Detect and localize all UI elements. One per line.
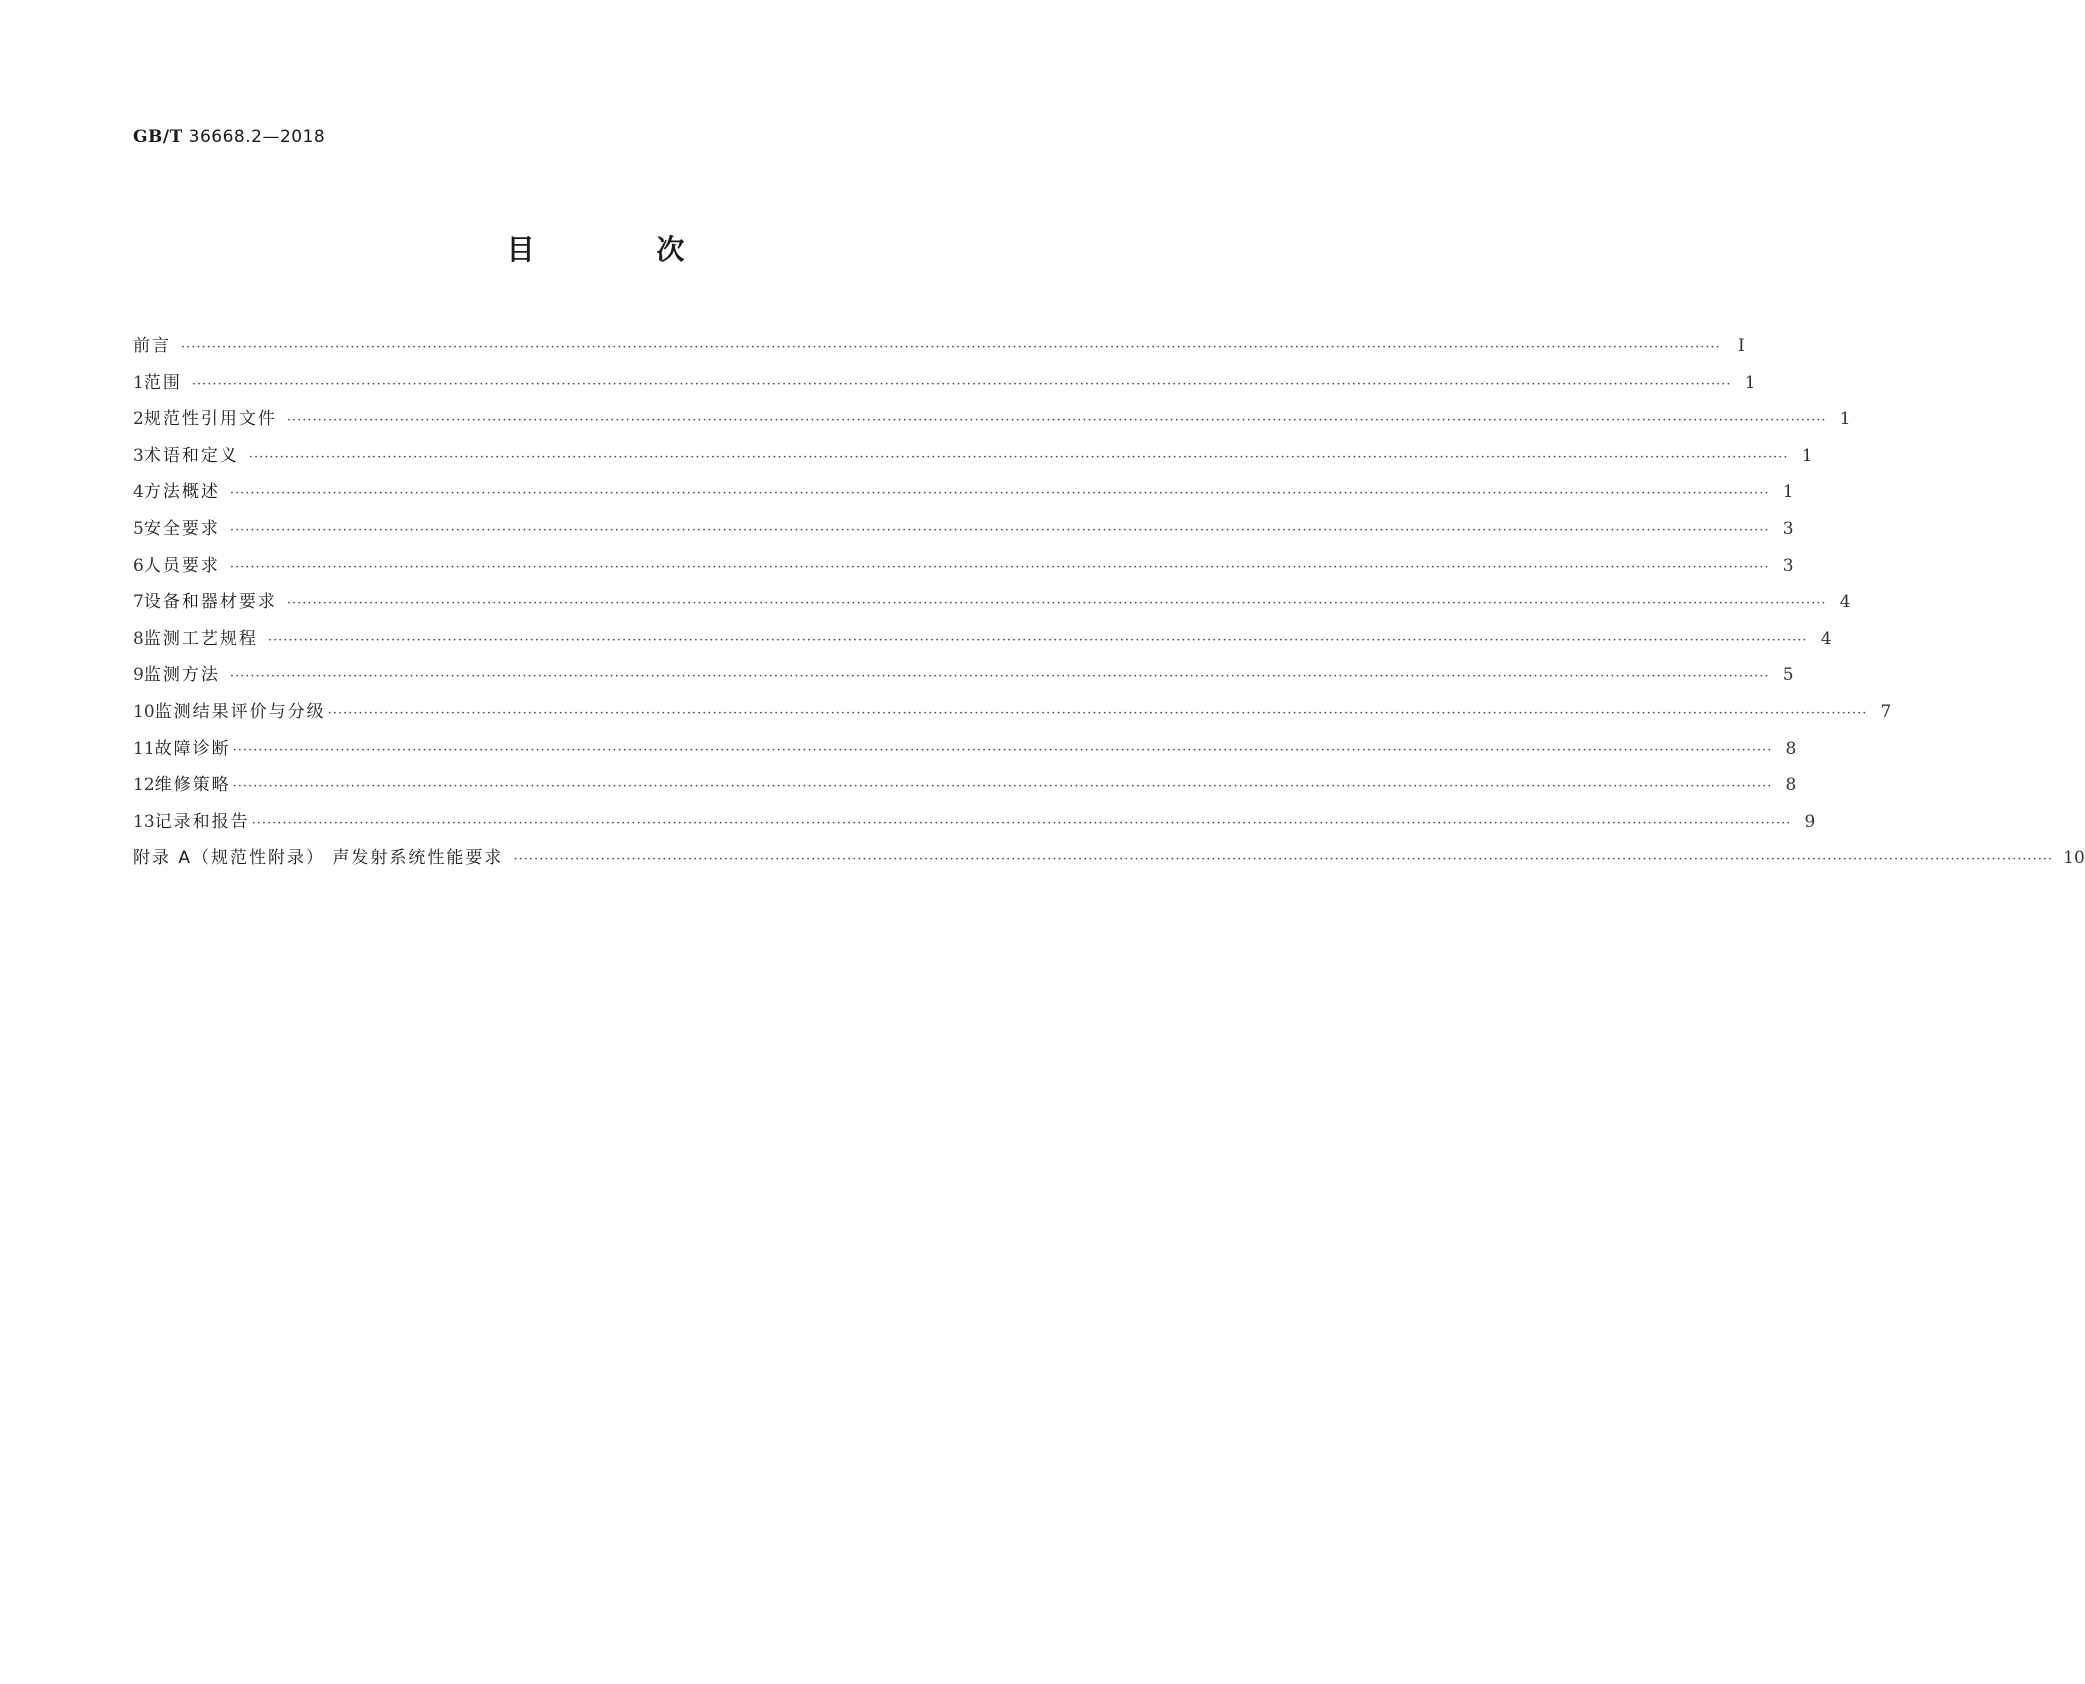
toc-leader-dots: ············································································································································································································································································································: [248, 449, 1789, 465]
toc-entry-label: 维修策略: [154, 775, 231, 796]
toc-entry-number: 2: [133, 409, 144, 430]
toc-entry-label: 范围: [143, 372, 182, 393]
toc-leader-dots: ············································································································································································································································································································: [229, 669, 1770, 685]
standard-code: [133, 127, 325, 147]
toc-leader-dots: ············································································································································································································································································································: [232, 742, 1773, 758]
toc-entry-page: 5: [1782, 665, 1794, 686]
toc-entry-number: 11: [133, 738, 155, 759]
toc-entry-label: 故障诊断: [154, 738, 231, 759]
toc-leader-dots: ············································································································································································································································································································: [513, 852, 2054, 868]
toc-entry-label: 方法概述: [143, 482, 220, 503]
toc-entry-label: 规范性引用文件: [143, 409, 277, 430]
toc-entry-number: 7: [133, 592, 144, 613]
toc-entry-page: Ⅰ: [1737, 336, 1745, 356]
toc-leader-dots: ············································································································································································································································································································: [251, 815, 1792, 831]
toc-entry-page: 7: [1880, 701, 1892, 722]
toc-entry-number: 12: [133, 775, 155, 796]
toc-leader-dots: ············································································································································································································································································································: [232, 779, 1773, 795]
toc-entry-number: 6: [133, 555, 144, 576]
toc-title: 目 次: [506, 233, 741, 266]
toc-entry[interactable]: [133, 438, 1813, 475]
toc-entry-page: 4: [1839, 592, 1851, 613]
toc-leader-dots: ············································································································································································································································································································: [267, 632, 1808, 648]
toc-entry-number: 3: [133, 445, 144, 466]
toc-entry-number: 13: [133, 811, 155, 832]
toc-entry-label: 设备和器材要求: [143, 592, 277, 613]
toc-leader-dots: ············································································································································································································································································································: [229, 559, 1770, 575]
toc-entry-label: 前言: [133, 336, 171, 356]
toc-leader-dots: ············································································································································································································································································································: [286, 413, 1827, 429]
toc-entry[interactable]: [133, 731, 1797, 768]
toc-entry[interactable]: [133, 401, 1851, 438]
toc-leader-dots: ············································································································································································································································································································: [191, 376, 1732, 392]
toc-entry[interactable]: [133, 621, 1832, 658]
toc-entry[interactable]: [133, 694, 1892, 731]
toc-entry-page: 3: [1782, 518, 1794, 539]
toc-entry[interactable]: [133, 365, 1756, 402]
toc-entry-page: 1: [1744, 372, 1756, 393]
toc-entry[interactable]: [133, 328, 1745, 365]
toc-entry[interactable]: [133, 548, 1794, 585]
toc-entry-page: 3: [1782, 555, 1794, 576]
toc-entry-page: 10: [2063, 848, 2085, 869]
toc-leader-dots: ············································································································································································································································································································: [181, 340, 1721, 355]
toc-leader-dots: ············································································································································································································································································································: [229, 522, 1770, 538]
toc-entry-label: 人员要求: [143, 555, 220, 576]
table-of-contents: [133, 328, 2085, 877]
toc-entry-number: 9: [133, 665, 144, 686]
toc-entry-label: 监测工艺规程: [143, 628, 258, 649]
toc-entry-label: 监测方法: [143, 665, 220, 686]
standard-number: 36668.2—2018: [188, 127, 326, 147]
toc-entry[interactable]: [133, 474, 1794, 511]
toc-entry-number: 4: [133, 482, 144, 503]
toc-entry-page: 8: [1785, 738, 1797, 759]
toc-entry-label: 监测结果评价与分级: [154, 701, 326, 722]
toc-entry-label: 安全要求: [143, 518, 220, 539]
toc-entry-number: 8: [133, 628, 144, 649]
toc-entry-number: 10: [133, 701, 155, 722]
toc-entry-page: 4: [1820, 628, 1832, 649]
toc-entry[interactable]: [133, 584, 1851, 621]
toc-entry[interactable]: [133, 840, 2085, 877]
toc-entry-page: 8: [1785, 775, 1797, 796]
toc-entry-page: 9: [1804, 811, 1816, 832]
toc-entry-number: 5: [133, 518, 144, 539]
toc-entry[interactable]: [133, 804, 1816, 841]
toc-leader-dots: ············································································································································································································································································································: [327, 705, 1868, 721]
toc-entry-page: 1: [1801, 445, 1813, 466]
toc-entry-label: 附录 A（规范性附录） 声发射系统性能要求: [133, 848, 504, 869]
toc-entry[interactable]: [133, 767, 1797, 804]
toc-leader-dots: ············································································································································································································································································································: [286, 596, 1827, 612]
toc-entry-label: 记录和报告: [154, 811, 250, 832]
toc-entry-number: 1: [133, 372, 144, 393]
toc-entry[interactable]: [133, 657, 1794, 694]
standard-prefix: GB/T: [133, 127, 183, 147]
toc-leader-dots: ············································································································································································································································································································: [229, 486, 1770, 502]
toc-entry[interactable]: [133, 511, 1794, 548]
toc-entry-label: 术语和定义: [143, 445, 239, 466]
toc-entry-page: 1: [1839, 409, 1851, 430]
toc-entry-page: 1: [1782, 482, 1794, 503]
